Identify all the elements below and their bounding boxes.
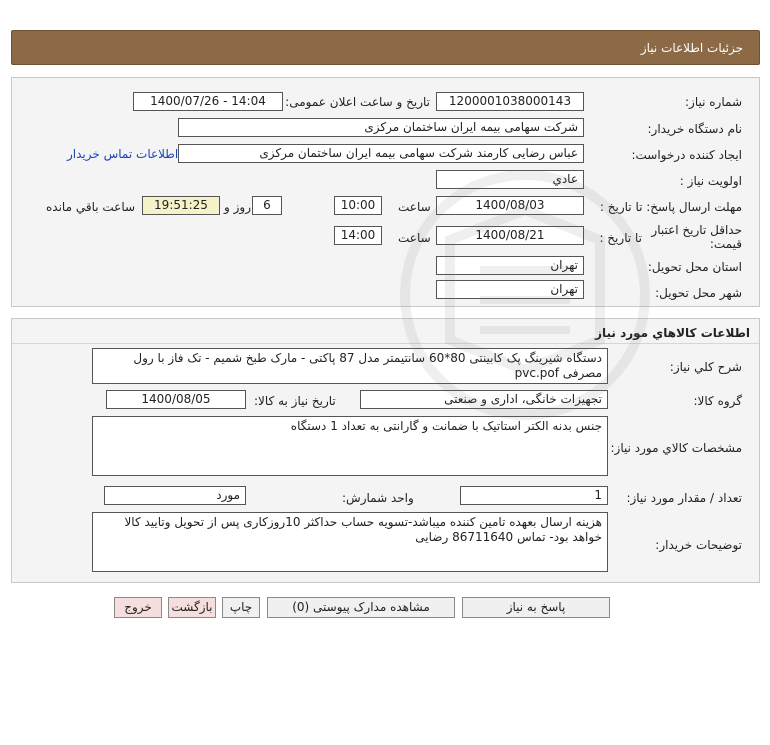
page-title: جزئیات اطلاعات نیاز <box>640 41 743 55</box>
deadline-date-field: 1400/08/03 <box>436 196 584 215</box>
priority-field: عادي <box>436 170 584 189</box>
validity-to-label: تا تاریخ : <box>599 231 642 245</box>
validity-label-1: حداقل تاریخ اعتبار <box>651 223 742 237</box>
exit-button[interactable]: خروج <box>114 597 162 618</box>
buyer-org-field: شرکت سهامی بیمه ایران ساختمان مرکزی <box>178 118 584 137</box>
buyer-org-label: نام دستگاه خریدار: <box>647 122 742 136</box>
validity-time-field: 14:00 <box>334 226 382 245</box>
city-label: شهر محل تحویل: <box>655 286 742 300</box>
buyer-notes-field: هزینه ارسال بعهده تامین کننده میباشد-تسویه حساب حداکثر 10روزکاری پس از تحویل وتایید کالا خواهد بود- تماس 86711640 رضایی <box>92 512 608 572</box>
qty-field: 1 <box>460 486 608 505</box>
validity-label-2: قیمت: <box>709 237 742 251</box>
summary-label: شرح كلي نیاز: <box>669 360 742 374</box>
goods-section-title: اطلاعات كالاهاي مورد نیاز <box>595 326 750 340</box>
province-label: استان محل تحویل: <box>647 260 742 274</box>
deadline-time-field: 10:00 <box>334 196 382 215</box>
days-remaining-field: 6 <box>252 196 282 215</box>
need-date-field: 1400/08/05 <box>106 390 246 409</box>
goods-section-divider <box>12 343 759 344</box>
days-label: روز و <box>224 200 251 214</box>
need-number-label: شماره نیاز: <box>685 95 742 109</box>
reply-button[interactable]: پاسخ به نیاز <box>462 597 610 618</box>
print-button[interactable]: چاپ <box>222 597 260 618</box>
deadline-label: مهلت ارسال پاسخ: تا تاریخ : <box>599 200 742 214</box>
buyer-notes-label: توضیحات خریدار: <box>655 538 742 552</box>
remaining-time-label: ساعت باقي مانده <box>46 200 136 214</box>
buyer-contact-link[interactable]: اطلاعات تماس خریدار <box>67 147 179 161</box>
requester-field: عباس رضایی کارمند شرکت سهامی بیمه ایران ساختمان مرکزی <box>178 144 584 163</box>
requester-label: ایجاد کننده درخواست: <box>631 148 742 162</box>
specs-label: مشخصات كالاي مورد نیاز: <box>610 441 742 455</box>
group-label: گروه کالا: <box>693 394 742 408</box>
remaining-time-field: 19:51:25 <box>142 196 220 215</box>
validity-time-label: ساعت <box>398 231 431 245</box>
announce-field: 1400/07/26 - 14:04 <box>133 92 283 111</box>
qty-label: تعداد / مقدار مورد نیاز: <box>626 491 742 505</box>
back-button[interactable]: بازگشت <box>168 597 216 618</box>
unit-label: واحد شمارش: <box>342 491 414 505</box>
need-date-label: تاریخ نیاز به کالا: <box>254 394 336 408</box>
announce-label: تاریخ و ساعت اعلان عمومی: <box>285 95 430 109</box>
unit-field: مورد <box>104 486 246 505</box>
priority-label: اولویت نیاز : <box>679 174 742 188</box>
city-field: تهران <box>436 280 584 299</box>
need-number-field: 1200001038000143 <box>436 92 584 111</box>
page-header <box>11 30 760 65</box>
deadline-time-label: ساعت <box>398 200 431 214</box>
specs-field: جنس بدنه الکتر استاتیک با ضمانت و گارانتی به تعداد 1 دستگاه <box>92 416 608 476</box>
validity-date-field: 1400/08/21 <box>436 226 584 245</box>
province-field: تهران <box>436 256 584 275</box>
group-field: تجهیزات خانگی، اداری و صنعتی <box>360 390 608 409</box>
summary-field: دستگاه شیرینگ پک کابینتی 80*60 سانتیمتر مدل 87 پاکتی - مارک طبخ شمیم - تک فاز با رول مصرفی pvc.pof <box>92 348 608 384</box>
view-attachments-button[interactable]: مشاهده مدارک پیوستی (0) <box>267 597 455 618</box>
